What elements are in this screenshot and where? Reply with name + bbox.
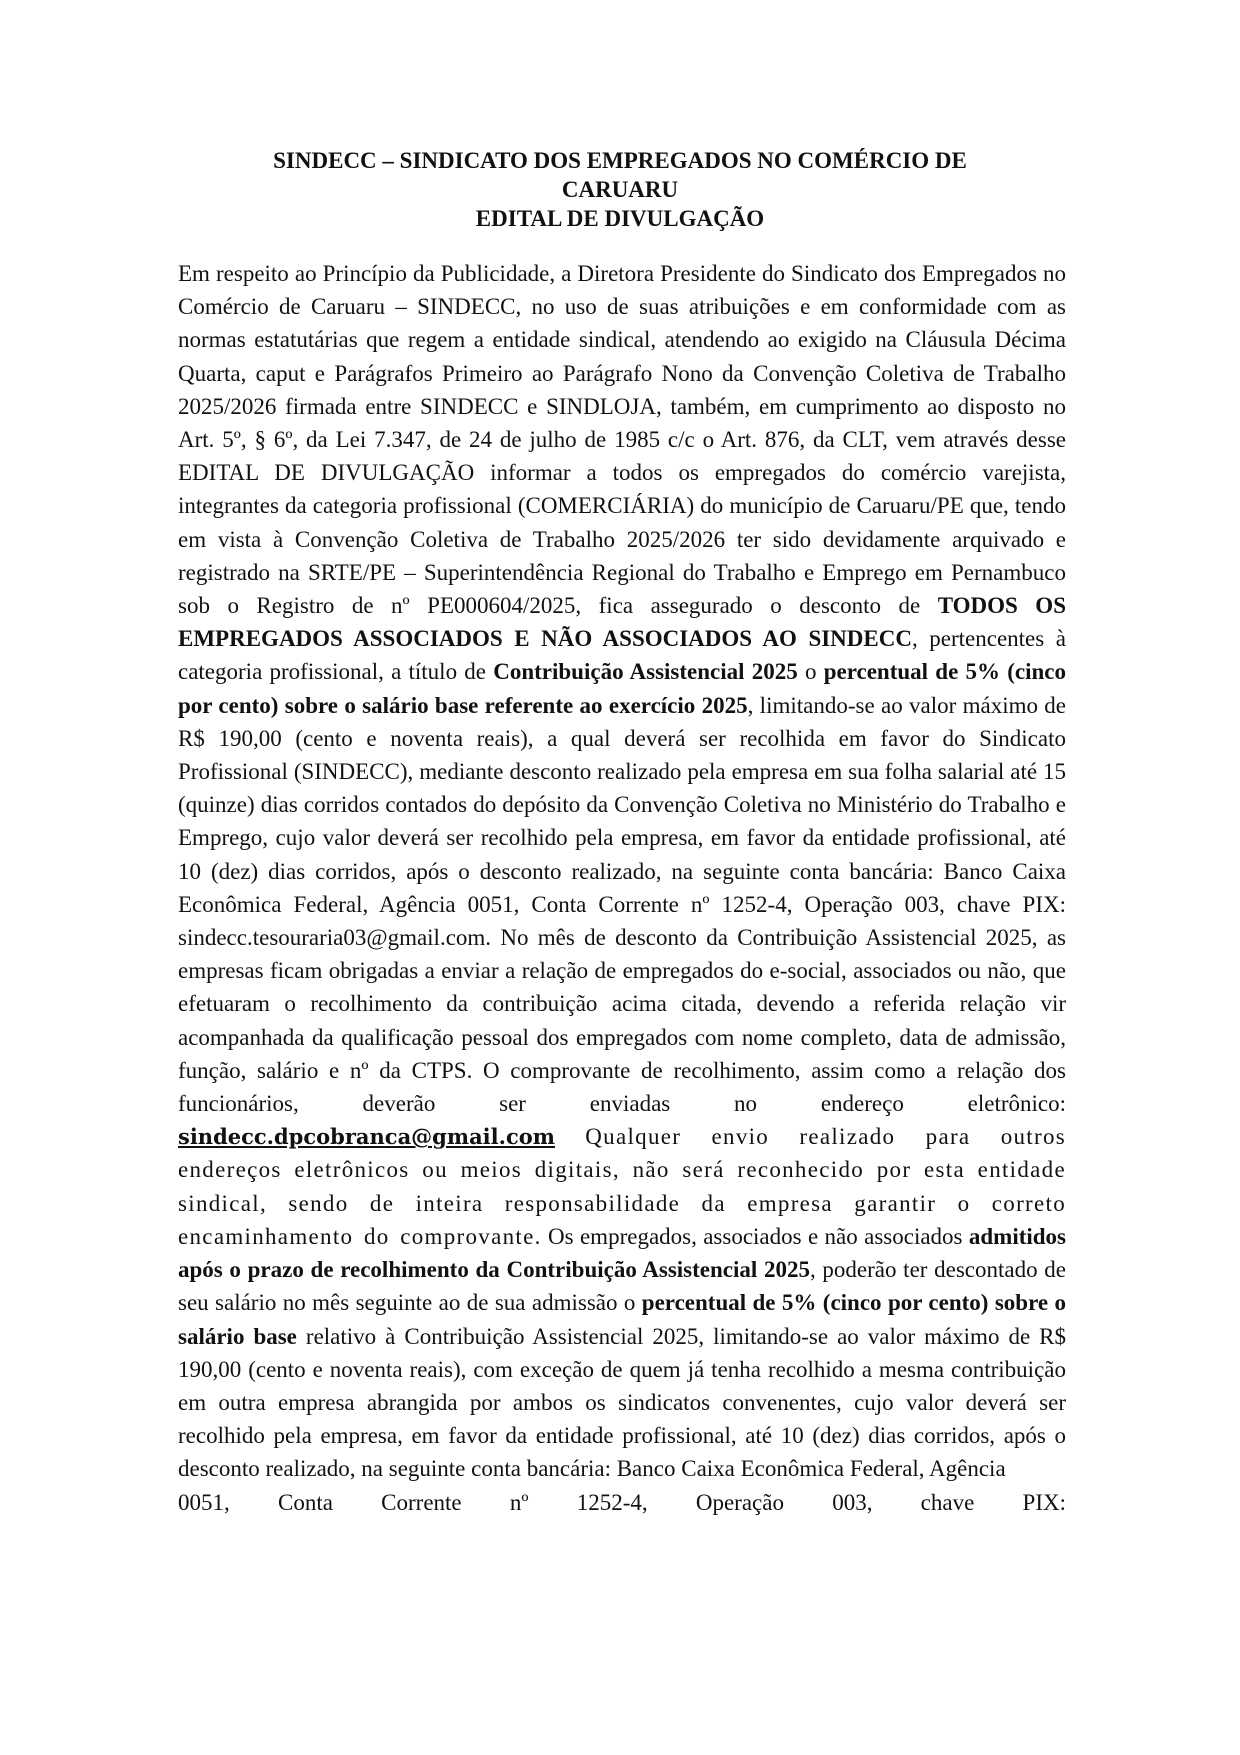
body-bold: Contribuição Assistencial 2025 xyxy=(493,659,798,685)
body-text: , pertencentes à categoria profissional, a título de xyxy=(178,626,1066,685)
document-body xyxy=(178,257,1066,1519)
body-text: Os empregados, associados e não associados xyxy=(541,1223,969,1249)
header-line-2: CARUARU xyxy=(561,177,679,202)
body-bold: TODOS OS EMPREGADOS ASSOCIADOS E NÃO ASSOCIADOS AO SINDECC xyxy=(178,593,1066,652)
body-bold: percentual de 5% (cinco por cento) sobre o salário base referente ao exercício 2025 xyxy=(178,659,1066,718)
body-text: Em respeito ao Princípio da Publicidade, a Diretora Presidente do Sindicato dos Empregados no Comércio de Caruaru – SINDECC, no uso de suas atribuições e em conformidade com as normas estatutárias que regem a entidade sindical, atendendo ao exigido na Cláusula Décima Quarta, caput e Parágrafos Primeiro ao Parágrafo Nono da Convenção Coletiva de Trabalho 2025/2026 firmada entre SINDECC e SINDLOJA, também, em cumprimento ao disposto no Art. 5º, § 6º, da Lei 7.347, de 24 de julho de 1985 c/c o Art. 876, da CLT, vem através desse EDITAL DE DIVULGAÇÃO informar a todos os empregados do comércio varejista, integrantes da categoria profissional (COMERCIÁRIA) do município de Caruaru/PE que, tendo em vista à Convenção Coletiva de Trabalho 2025/2026 ter sido devidamente arquivado e registrado na SRTE/PE – Superintendência Regional do Trabalho e Emprego em Pernambuco sob o Registro de nº PE000604/2025, fica assegurado o desconto de xyxy=(178,261,1066,619)
body-paragraph xyxy=(178,257,1066,1519)
email-link[interactable]: sindecc.dpcobranca@gmail.com xyxy=(178,1124,555,1150)
body-text: relativo à Contribuição Assistencial 2025, limitando-se ao valor máximo de R$ 190,00 (cento e noventa reais), com exceção de quem já tenha recolhido a mesma contribuição em outra empresa abrangida por ambos os sindicatos convenentes, cujo valor deverá ser recolhido pela empresa, em favor da entidade profissional, até 10 (dez) dias corridos, após o desconto realizado, na seguinte conta bancária: Banco Caixa Econômica Federal, Agência xyxy=(178,1323,1067,1482)
body-last-line: 0051, Conta Corrente nº 1252-4, Operação 003, chave PIX: xyxy=(178,1489,1066,1515)
body-text: , limitando-se ao valor máximo de R$ 190,00 (cento e noventa reais), a qual deverá ser recolhida em favor do Sindicato Profissional (SINDECC), mediante desconto realizado pela empresa em sua folha salarial até 15 (quinze) dias corridos contados do depósito da Convenção Coletiva no Ministério do Trabalho e Emprego, cujo valor deverá ser recolhido pela empresa, em favor da entidade profissional, até 10 (dez) dias corridos, após o desconto realizado, na seguinte conta bancária: Banco Caixa Econômica Federal, Agência 0051, Conta Corrente nº 1252-4, Operação 003, chave PIX: sindecc.tesouraria03@gmail.com. No mês de desconto da Contribuição Assistencial 2025, as empresas ficam obrigadas a enviar a relação de empregados do e-social, associados ou não, que efetuaram o recolhimento da contribuição acima citada, devendo a referida relação vir acompanhada da qualificação pessoal dos empregados com nome completo, data de admissão, função, salário e nº da CTPS. O comprovante de recolhimento, assim como a relação dos funcionários, deverão ser enviadas no endereço eletrônico: xyxy=(178,692,1067,1117)
body-text: , poderão ter descontado de seu salário no mês seguinte ao de sua admissão o xyxy=(178,1257,1066,1316)
document-header xyxy=(200,146,1040,233)
header-line-1: SINDECC – SINDICATO DOS EMPREGADOS NO COMÉRCIO DE xyxy=(273,148,967,173)
body-text: o xyxy=(797,659,824,685)
body-bold: percentual de 5% (cinco por cento) sobre o salário base xyxy=(178,1290,1066,1349)
body-text: Qualquer envio realizado para outros endereços eletrônicos ou meios digitais, não será reconhecido por esta entidade sindical, sendo de inteira responsabilidade da empresa garantir o correto encaminhamento do comprovante. xyxy=(178,1124,1066,1249)
header-title: EDITAL DE DIVULGAÇÃO xyxy=(475,206,765,231)
body-bold: admitidos após o prazo de recolhimento da Contribuição Assistencial 2025 xyxy=(178,1223,1067,1283)
